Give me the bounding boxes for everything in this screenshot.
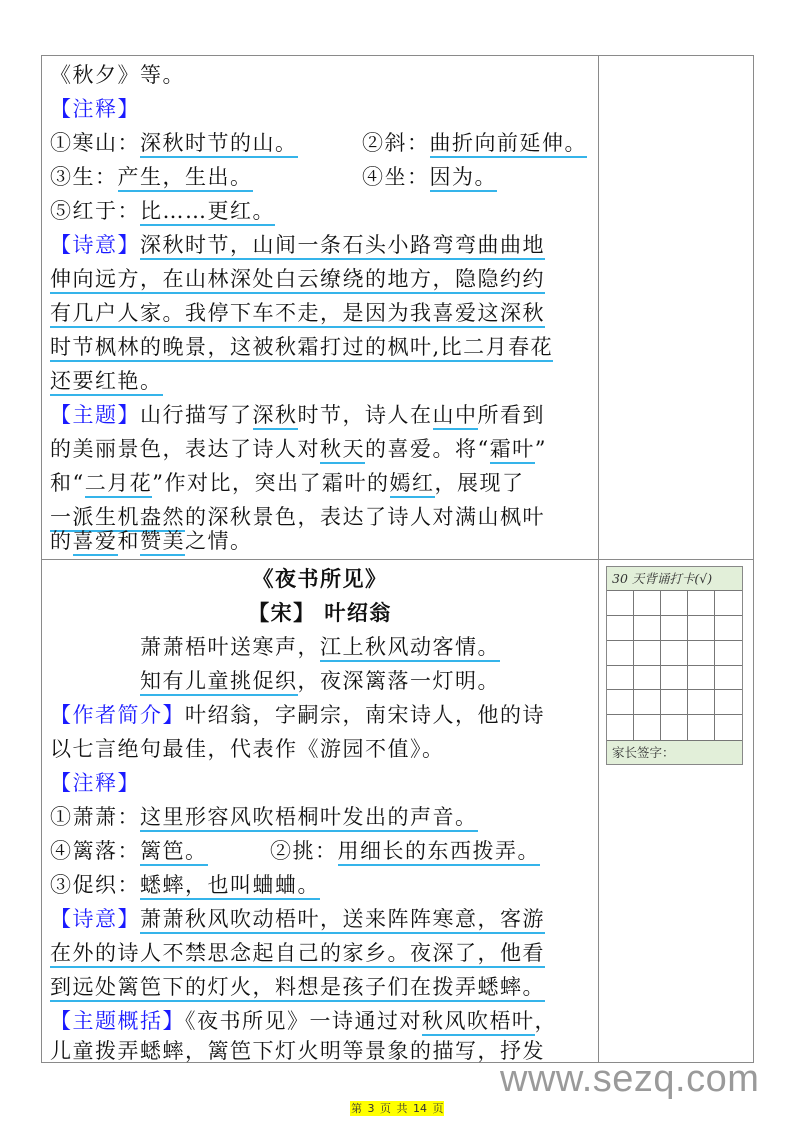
meaning-line-5 — [50, 366, 163, 396]
checkin-cell[interactable] — [661, 715, 688, 740]
theme-text: 时节，诗人在 — [297, 403, 433, 427]
meaning-text: 萧萧秋风吹动梧叶，送来阵阵寒意，客游 — [140, 907, 545, 934]
checkin-cell[interactable] — [607, 715, 634, 740]
meaning-text: 到远处篱笆下的灯火，料想是孩子们在拨弄蟋蟀。 — [50, 975, 545, 1002]
note-definition: 曲折向前延伸。 — [430, 131, 588, 158]
checkin-cell[interactable] — [688, 641, 715, 666]
yeshu-section — [42, 560, 598, 1064]
meaning-text: 时节枫林的晚景，这被秋霜打过的枫叶,比二月春花 — [50, 335, 553, 362]
note-definition: 篱笆。 — [140, 839, 208, 866]
checkin-cell[interactable] — [688, 690, 715, 715]
theme-text: 和 — [117, 529, 140, 553]
checkin-cell[interactable] — [688, 616, 715, 641]
theme-label: 【主题】 — [50, 403, 140, 427]
theme-keyword: 二月花 — [85, 471, 153, 498]
note-definition: 深秋时节的山。 — [140, 131, 298, 158]
summary-label: 【主题概括】 — [50, 1009, 185, 1033]
theme-keyword: 赞美 — [140, 529, 185, 556]
meaning-text: 还要红艳。 — [50, 369, 163, 396]
theme-line-3 — [50, 468, 525, 498]
notes-label: 【注释】 — [50, 97, 140, 121]
note-definition: 比……更红。 — [140, 199, 275, 226]
checkin-cell[interactable] — [661, 641, 688, 666]
summary-keyword: 篱笆下灯火明 — [208, 1039, 343, 1064]
bio-line-1 — [50, 700, 545, 730]
checkin-cell[interactable] — [688, 715, 715, 740]
checkin-cell[interactable] — [634, 591, 661, 616]
note-definition: 产生，生出。 — [118, 165, 253, 192]
summary-line-2 — [50, 1036, 545, 1064]
checkin-header: 30 天背诵打卡(√) — [607, 567, 742, 591]
checkin-cell[interactable] — [715, 690, 742, 715]
checkin-cell[interactable] — [607, 666, 634, 691]
theme-text: 之情。 — [185, 529, 253, 553]
note-term: ②斜： — [362, 131, 430, 155]
meaning-label: 【诗意】 — [50, 233, 140, 257]
theme-text: ” — [534, 437, 547, 461]
note-definition: 这里形容风吹梧桐叶发出的声音。 — [140, 805, 478, 832]
summary-text: 等景象的描写，抒发 — [342, 1039, 545, 1063]
checkin-cell[interactable] — [634, 666, 661, 691]
bio-label: 【作者简介】 — [50, 703, 185, 727]
checkin-cell[interactable] — [607, 591, 634, 616]
summary-keyword: 秋风吹梧叶 — [422, 1009, 535, 1036]
theme-line-5 — [50, 526, 253, 556]
note-2 — [362, 128, 587, 158]
checkin-cell[interactable] — [715, 641, 742, 666]
checkin-cell[interactable] — [688, 666, 715, 691]
theme-text: 的深秋景色，表达了诗人对满山枫叶 — [185, 505, 545, 529]
summary-text: ， — [185, 1039, 208, 1063]
theme-line-2 — [50, 434, 547, 464]
theme-text: ，展现了 — [434, 471, 525, 495]
note-term: ②挑： — [270, 839, 338, 863]
note-term: ③生： — [50, 165, 118, 189]
poem-underlined: 知有儿童挑促织 — [140, 669, 298, 696]
checkin-cell[interactable] — [715, 591, 742, 616]
note-3 — [50, 162, 253, 192]
recitation-checkin-grid — [606, 566, 743, 765]
note-1 — [50, 128, 298, 158]
summary-text: ， — [534, 1009, 557, 1033]
parent-signature-field[interactable]: 家长签字： — [607, 740, 742, 764]
note-term: ③促织： — [50, 873, 140, 897]
theme-text: 所看到 — [477, 403, 545, 427]
note-4 — [50, 836, 208, 866]
previous-tail: 《秋夕》等。 — [50, 63, 185, 87]
checkin-cell[interactable] — [634, 690, 661, 715]
meaning-text: 伸向远方，在山林深处白云缭绕的地方，隐隐约约 — [50, 267, 545, 294]
checkin-cell[interactable] — [715, 715, 742, 740]
checkin-cell[interactable] — [661, 690, 688, 715]
checkin-cell[interactable] — [634, 715, 661, 740]
theme-keyword: 喜爱 — [73, 529, 118, 556]
checkin-cell[interactable] — [715, 666, 742, 691]
page-number: 第 3 页 共 14 页 — [351, 1102, 444, 1115]
checkin-cells — [607, 591, 742, 740]
theme-keyword: 山中 — [433, 403, 478, 430]
worksheet-table — [41, 55, 754, 1063]
meaning-line-3 — [50, 298, 545, 328]
note-term: ④篱落： — [50, 839, 140, 863]
theme-keyword: 一派生机盎然 — [50, 505, 185, 532]
checkin-cell[interactable] — [607, 641, 634, 666]
theme-keyword: 秋天 — [320, 437, 365, 464]
meaning-line-2 — [50, 938, 545, 968]
checkin-cell[interactable] — [661, 591, 688, 616]
meaning-label: 【诗意】 — [50, 907, 140, 931]
meaning-line-1 — [50, 904, 545, 934]
meaning-text: 深秋时节，山间一条石头小路弯弯曲曲地 — [140, 233, 545, 260]
notes-label: 【注释】 — [50, 771, 140, 795]
note-4 — [362, 162, 497, 192]
theme-keyword: 嫣红 — [390, 471, 435, 498]
theme-text: 的喜爱。将“ — [365, 437, 490, 461]
note-term: ④坐： — [362, 165, 430, 189]
bio-line-2: 以七言绝句最佳，代表作《游园不值》。 — [50, 737, 445, 761]
bio-text: 叶绍翁，字嗣宗，南宋诗人，他的诗 — [185, 703, 545, 727]
checkin-cell[interactable] — [661, 616, 688, 641]
note-3 — [50, 870, 320, 900]
note-definition: 用细长的东西拨弄。 — [338, 839, 541, 866]
theme-keyword: 霜叶 — [490, 437, 535, 464]
checkin-cell[interactable] — [634, 616, 661, 641]
checkin-cell[interactable] — [661, 666, 688, 691]
summary-keyword: 儿童拨弄蟋蟀 — [50, 1039, 185, 1064]
meaning-line-4 — [50, 332, 553, 362]
checkin-cell[interactable] — [715, 616, 742, 641]
poem-author: 【宋】 叶绍翁 — [248, 600, 392, 625]
poem-line-2 — [42, 666, 598, 696]
meaning-text: 有几户人家。我停下车不走，是因为我喜爱这深秋 — [50, 301, 545, 328]
note-term: ⑤红于： — [50, 199, 140, 223]
note-definition: 因为。 — [430, 165, 498, 192]
note-term: ①寒山： — [50, 131, 140, 155]
theme-text: 的 — [50, 529, 73, 553]
checkin-cell[interactable] — [634, 641, 661, 666]
note-1 — [50, 802, 478, 832]
shanxing-section — [42, 56, 598, 559]
checkin-cell[interactable] — [607, 616, 634, 641]
summary-line-1 — [50, 1006, 557, 1036]
meaning-line-2 — [50, 264, 545, 294]
theme-text: 的美丽景色，表达了诗人对 — [50, 437, 320, 461]
meaning-line-1 — [50, 230, 545, 260]
theme-text: ”作对比，突出了霜叶的 — [152, 471, 390, 495]
poem-text: ，夜深篱落一灯明。 — [297, 669, 500, 693]
note-term: ①萧萧： — [50, 805, 140, 829]
checkin-cell[interactable] — [607, 690, 634, 715]
theme-text: 和“ — [50, 471, 85, 495]
meaning-text: 在外的诗人不禁思念起自己的家乡。夜深了，他看 — [50, 941, 545, 968]
theme-keyword: 深秋 — [253, 403, 298, 430]
note-definition: 蟋蟀，也叫蛐蛐。 — [140, 873, 320, 900]
note-5 — [50, 196, 275, 226]
note-2 — [270, 836, 540, 866]
poem-title: 《夜书所见》 — [252, 566, 388, 591]
theme-text: 山行描写了 — [140, 403, 253, 427]
summary-text: 《夜书所见》一诗通过对 — [185, 1009, 422, 1033]
poem-line-1 — [42, 632, 598, 662]
watermark: www.sezq.com — [500, 1058, 760, 1100]
meaning-line-3 — [50, 972, 545, 1002]
checkin-cell[interactable] — [688, 591, 715, 616]
theme-line-1 — [50, 400, 545, 430]
poem-underlined: 江上秋风动客情。 — [320, 635, 500, 662]
poem-text: 萧萧梧叶送寒声， — [140, 635, 320, 659]
